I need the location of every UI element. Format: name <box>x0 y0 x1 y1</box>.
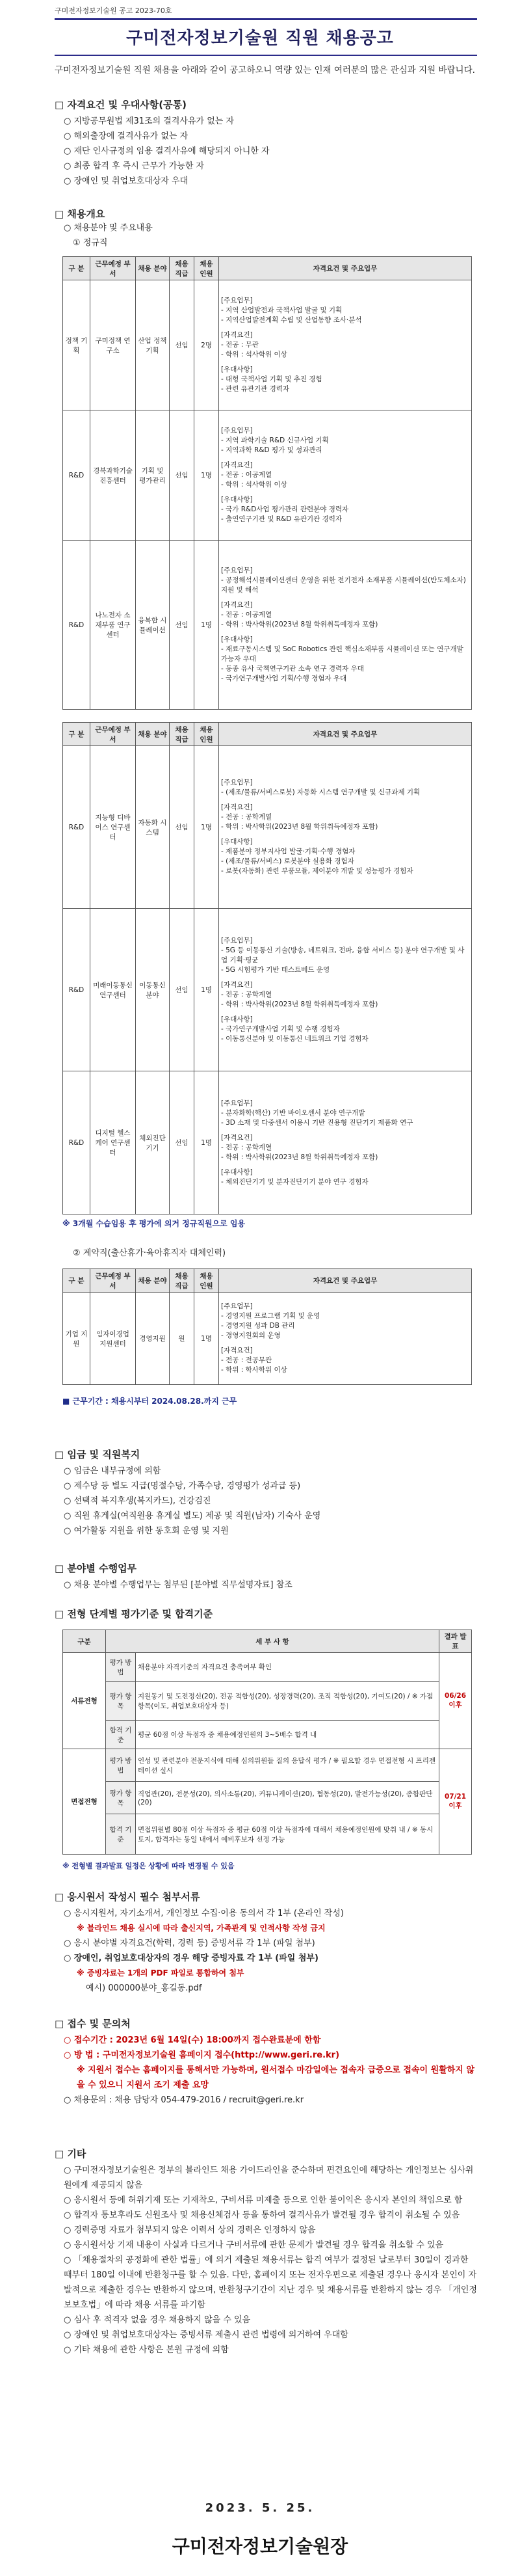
req-line: - (제조/물류/서비스) 로봇분야 실용화 경험자 <box>221 857 354 865</box>
req-line: - 공정해석시뮬레이션센터 운영을 위한 전기전자 소재부품 시뮬레이션(반도체소자) 지원 및 해석 <box>221 576 466 594</box>
cell-requirements <box>219 746 472 909</box>
column-header: 자격요건 및 주요업무 <box>219 257 472 280</box>
column-header: 채용 인원 <box>194 1269 219 1293</box>
cell-field: 체외진단 기기 <box>136 1071 170 1214</box>
table-header-row <box>63 257 472 280</box>
cell-stage: 면접전형 <box>63 1749 106 1855</box>
table-row <box>63 541 472 710</box>
recruit-table-1b <box>62 722 472 1214</box>
evaluation-table <box>62 1630 472 1855</box>
list-item: ○ 여가활동 지원을 위한 동호회 운영 및 지원 <box>64 1526 229 1536</box>
table-label: ② 계약직(출산휴가·육아휴직자 대체인력) <box>73 1248 226 1258</box>
table-row <box>63 1293 472 1385</box>
cell-requirements <box>219 410 472 541</box>
title-rule <box>55 55 477 56</box>
contract-period-note: ■ 근무기간 : 채용시부터 2024.08.28.까지 근무 <box>62 1397 237 1406</box>
req-line: [우대사항] <box>221 366 253 373</box>
cell-value: 면접위원별 80점 이상 득점자 중 평균 60점 이상 득점자에 대해서 채용예정인원에 맞춰 내 / ※ 동시토지, 합격자는 동일 내에서 예비후보자 선정 가능 <box>136 1814 439 1855</box>
list-item: ○ 합격자 통보후라도 신원조사 및 채용신체검사 등을 통하여 결격사유가 발견될 경우 합격이 취소될 수 있음 <box>64 2210 460 2220</box>
req-line: - 로봇(자동화) 관련 부품모듈, 제어분야 개발 및 성능평가 경험자 <box>221 867 413 875</box>
cell-grade: 선임 <box>170 909 194 1071</box>
cell-grade: 선임 <box>170 280 194 410</box>
req-line: [우대사항] <box>221 496 253 503</box>
req-line: - 지역 산업발전과 국책사업 발굴 및 기획 <box>221 306 343 314</box>
column-header: 구 분 <box>63 723 90 746</box>
req-line: - 이동통신분야 및 이동통신 네트워크 기업 경험자 <box>221 1034 369 1043</box>
page-title: 구미전자정보기술원 직원 채용공고 <box>126 29 394 48</box>
list-item: ○ 선택적 복지후생(복지카드), 건강검진 <box>64 1496 211 1506</box>
list-item: ○ 방 법 : 구미전자정보기술원 홈페이지 접수(http://www.geri.re.kr) <box>64 2050 340 2060</box>
cell-dept: 미래이동통신 연구센터 <box>90 909 136 1071</box>
req-line: - 전공 : 이공계열 <box>221 471 272 479</box>
cell-count: 1명 <box>194 909 219 1071</box>
cell-key: 평가 방법 <box>106 1653 136 1682</box>
req-line: [주요업무] <box>221 1302 253 1310</box>
list-item: ○ 장애인, 취업보호대상자의 경우 해당 증빙자료 각 1부 (파일 첨부) <box>64 1953 318 1963</box>
req-line: - 전공 : 공학계열 <box>221 813 272 821</box>
list-item: ※ 블라인드 채용 실시에 따라 출신지역, 가족관계 및 인적사항 작성 금지 <box>77 1924 326 1933</box>
req-line: [우대사항] <box>221 1168 253 1176</box>
cell-grade: 선임 <box>170 410 194 541</box>
column-header: 자격요건 및 주요업무 <box>219 1269 472 1293</box>
list-item: ○ 응시지원서, 자기소개서, 개인정보 수집·이용 동의서 각 1부 (온라인 작성) <box>64 1909 344 1918</box>
cell-group: 기업 지원 <box>63 1293 90 1385</box>
req-line: [주요업무] <box>221 567 253 574</box>
req-line: - (제조/물류/서비스로봇) 자동화 시스템 연구개발 및 신규과제 기획 <box>221 788 421 796</box>
section-title: □ 채용개요 <box>55 208 105 220</box>
list-item: ○ 응시원서 등에 허위기재 또는 기재착오, 구비서류 미제출 등으로 인한 불이익은 응시자 본인의 책임으로 함 <box>64 2195 463 2205</box>
probation-note: ※ 3개월 수습임용 후 평가에 의거 정규직원으로 임용 <box>62 1219 246 1228</box>
req-line: [주요업무] <box>221 427 253 435</box>
list-item: ○ 구미전자정보기술원은 정부의 블라인드 채용 가이드라인을 준수하며 편견요인에 해당하는 개인정보는 심사위원에게 제공되지 않음 <box>64 2166 474 2190</box>
list-item: ○ 해외출장에 결격사유가 없는 자 <box>64 131 188 141</box>
column-header: 구 분 <box>63 257 90 280</box>
req-line: - 5G 등 이동통신 기술(방송, 네트워크, 전파, 융합 서비스 등) 분야 연구개발 및 사업 기획·평균 <box>221 946 465 964</box>
cell-count: 1명 <box>194 410 219 541</box>
list-item: ○ 지방공무원법 제31조의 결격사유가 없는 자 <box>64 116 235 126</box>
cell-group: R&D <box>63 909 90 1071</box>
req-line: [자격요건] <box>221 980 253 989</box>
cell-dept: 지능형 디바이스 연구센터 <box>90 746 136 909</box>
section-title: □ 응시원서 작성시 필수 첨부서류 <box>55 1891 200 1903</box>
req-line: [주요업무] <box>221 779 253 786</box>
column-header: 자격요건 및 주요업무 <box>219 723 472 746</box>
top-rule <box>55 18 477 20</box>
req-line: [자격요건] <box>221 601 253 609</box>
req-line: - 국가연구개발사업 기획 및 수행 경험자 <box>221 1025 340 1033</box>
cell-field: 융복합 시뮬레이션 <box>136 541 170 710</box>
cell-grade: 선임 <box>170 541 194 710</box>
cell-grade: 원 <box>170 1293 194 1385</box>
list-item: ○ 직원 휴게실(여직원용 휴게실 별도) 제공 및 직원(남자) 기숙사 운영 <box>64 1511 321 1521</box>
cell-group: R&D <box>63 410 90 541</box>
list-item: ○ 최종 합격 후 즉시 근무가 가능한 자 <box>64 161 205 171</box>
req-line: - 출연연구기관 및 R&D 유관기관 경력자 <box>221 515 343 523</box>
cell-group: R&D <box>63 746 90 909</box>
req-line: - 지역산업발전계획 수립 및 산업동향 조사·분석 <box>221 316 362 324</box>
list-item: ○ 「채용절차의 공정화에 관한 법률」에 의거 제출된 채용서류는 합격 여부가 결정된 날로부터 30일이 경과한 때부터 180일 이내에 반환청구를 할 수 있음. 다만, 홈페이지 또는 전자우편으로 제출된 경우나 응시자 본인이 자발적으로 제출한 경우는 반환하지 않으며, 반환청구기간이 지난 경우 및 채용서류를 반환하지 않는 경우 「개인정보보호법」에 따라 채용 서류를 파기함 <box>64 2255 477 2310</box>
list-item: ○ 경력증명 자료가 첨부되지 않은 이력서 상의 경력은 인정하지 않음 <box>64 2225 316 2235</box>
table-header-row <box>63 723 472 746</box>
table-row <box>63 410 472 541</box>
cell-count: 1명 <box>194 1293 219 1385</box>
column-header: 구분 <box>63 1630 106 1653</box>
column-header: 채용 분야 <box>136 1269 170 1293</box>
cell-count: 1명 <box>194 541 219 710</box>
cell-group: 정책 기획 <box>63 280 90 410</box>
req-line: - 학위 : 석사학위 이상 <box>221 481 287 489</box>
req-line: - 경영지원 성과 DB 관리 <box>221 1322 295 1330</box>
section-title-evaluation: □ 전형 단계별 평가기준 및 합격기준 <box>55 1608 213 1620</box>
req-line: - 국가연구개발사업 기획/수행 경험자 우대 <box>221 675 347 682</box>
section-overview <box>55 207 477 250</box>
column-header: 채용 직급 <box>170 257 194 280</box>
req-line: - 3D 소재 및 다중센서 이용시 기반 진용형 진단기기 제품화 연구 <box>221 1118 413 1127</box>
section-welfare <box>55 1447 477 1538</box>
req-line: [자격요건] <box>221 461 253 469</box>
cell-group: R&D <box>63 541 90 710</box>
req-line: [우대사항] <box>221 1015 253 1023</box>
list-item: ○ 제수당 등 별도 지급(명절수당, 가족수당, 경영평가 성과급 등) <box>64 1481 301 1491</box>
column-header: 근무예정 부서 <box>90 257 136 280</box>
table-row <box>63 280 472 410</box>
column-header: 구 분 <box>63 1269 90 1293</box>
req-line: - 지역과학 R&D 평가 및 성과관리 <box>221 446 322 454</box>
cell-field: 산업 정책 기획 <box>136 280 170 410</box>
req-line: - 학위 : 박사학위(2023년 8월 학위취득예정자 포함) <box>221 621 378 628</box>
recruit-table-1a <box>62 256 472 710</box>
cell-value: 평균 60점 이상 득점자 중 채용예정인원의 3~5배수 합격 내 <box>136 1721 439 1749</box>
column-header: 채용 인원 <box>194 723 219 746</box>
req-line: - 전공 : 공학계열 <box>221 990 272 999</box>
cell-requirements <box>219 1293 472 1385</box>
cell-value: 채용분야 자격기준의 자격요건 충족여부 확인 <box>136 1653 439 1682</box>
table-row <box>63 909 472 1071</box>
req-line: - 학위 : 석사학위 이상 <box>221 351 287 358</box>
req-line: - 국가 R&D사업 평가관리 관련분야 경력자 <box>221 505 349 513</box>
column-header: 채용 분야 <box>136 257 170 280</box>
req-line: - 동종 유사 국책연구기관 소속 연구 경력자 우대 <box>221 665 364 673</box>
req-line: [자격요건] <box>221 331 253 339</box>
cell-stage: 서류전형 <box>63 1653 106 1749</box>
list-item: ※ 지원서 접수는 홈페이지를 통해서만 가능하며, 원서접수 마감일에는 접속자 급증으로 접속이 원활하지 않을 수 있으니 지원서 조기 제출 요망 <box>77 2065 474 2090</box>
list-item: ○ 채용 분야별 수행업무는 첨부된 [분야별 직무설명자료] 참조 <box>64 1580 292 1590</box>
cell-grade: 선임 <box>170 1071 194 1214</box>
section-title: □ 자격요건 및 우대사항(공통) <box>55 99 187 111</box>
req-line: - 전공 : 이공계열 <box>221 611 272 619</box>
req-line: - 지역 과학기술 R&D 신규사업 기획 <box>221 436 329 444</box>
table-row <box>63 1814 472 1855</box>
table-row <box>63 1721 472 1749</box>
cell-key: 합격 기준 <box>106 1721 136 1749</box>
section-title: □ 접수 및 문의처 <box>55 2018 131 2030</box>
req-line: - 학위 : 박사학위(2023년 8월 학위취득예정자 포함) <box>221 1000 378 1008</box>
cell-result: 06/26 이후 <box>439 1653 472 1749</box>
cell-count: 1명 <box>194 746 219 909</box>
section-contact <box>55 2017 477 2108</box>
list-item: ○ 접수기간 : 2023년 6월 14일(수) 18:00까지 접수완료분에 한함 <box>64 2035 321 2045</box>
req-line: - 재료구동시스템 및 SoC Robotics 관련 핵심소재부품 시뮬레이션 또는 연구개발 가능자 우대 <box>221 645 463 663</box>
table-header-row <box>63 1269 472 1293</box>
column-header: 근무예정 부서 <box>90 723 136 746</box>
req-line: - 관련 유관기관 경력자 <box>221 385 290 393</box>
column-header: 채용 직급 <box>170 1269 194 1293</box>
req-line: - 제품분야 정부지사업 발굴·기획·수행 경험자 <box>221 848 356 855</box>
list-item: ○ 임금은 내부규정에 의함 <box>64 1466 161 1476</box>
cell-count: 1명 <box>194 1071 219 1214</box>
list-item: ○ 채용문의 : 채용 담당자 054-479-2016 / recruit@geri.re.kr <box>64 2095 304 2105</box>
section-title: □ 임금 및 직원복지 <box>55 1449 140 1460</box>
announcement-date: 2023. 5. 25. <box>205 2501 315 2515</box>
list-item: ○ 응시원서상 기재 내용이 사실과 다르거나 구비서류에 관한 문제가 발견될 경우 합격을 취소할 수 있음 <box>64 2240 444 2250</box>
list-item: ○ 장애인 및 취업보호대상자 우대 <box>64 176 188 186</box>
req-line: - 경영지원 프로그램 기획 및 운영 <box>221 1312 320 1320</box>
cell-key: 합격 기준 <box>106 1814 136 1855</box>
table-row <box>63 746 472 909</box>
table-header-row <box>63 1630 472 1653</box>
cell-key: 평가 방법 <box>106 1749 136 1782</box>
cell-key: 평가 항목 <box>106 1782 136 1814</box>
cell-field: 이동통신 분야 <box>136 909 170 1071</box>
column-header: 결과 발표 <box>439 1630 472 1653</box>
cell-dept: 임자이경업 지원센터 <box>90 1293 136 1385</box>
cell-field: 자동화 시스템 <box>136 746 170 909</box>
req-line: [우대사항] <box>221 838 253 846</box>
cell-requirements <box>219 1071 472 1214</box>
req-line: - 대형 국책사업 기획 및 추진 경험 <box>221 375 322 383</box>
table-row <box>63 1782 472 1814</box>
table-label: ① 정규직 <box>73 238 108 248</box>
recruit-table-2 <box>62 1268 472 1385</box>
req-line: [주요업무] <box>221 936 253 945</box>
column-header: 채용 분야 <box>136 723 170 746</box>
section-etc <box>55 2147 477 2357</box>
table-row <box>63 1749 472 1782</box>
req-line: - 분자화학(핵산) 기반 바이오센서 분야 연구개발 <box>221 1108 365 1117</box>
cell-field: 경영지원 <box>136 1293 170 1385</box>
cell-field: 기획 및 평가관리 <box>136 410 170 541</box>
cell-requirements <box>219 541 472 710</box>
req-line: [자격요건] <box>221 1133 253 1142</box>
req-line: - 전공 : 무관 <box>221 341 259 349</box>
list-item: ○ 장애인 및 취업보호대상자는 증빙서류 제출시 관련 법령에 의거하여 우대함 <box>64 2330 348 2340</box>
list-item: ※ 증빙자료는 1개의 PDF 파일로 통합하여 첨부 <box>77 1968 244 1978</box>
cell-group: R&D <box>63 1071 90 1214</box>
sub-title: ○ 채용분야 및 주요내용 <box>64 223 153 233</box>
section-title: □ 분야별 수행업무 <box>55 1563 137 1574</box>
req-line: - 학위 : 박사학위(2023년 8월 학위취득예정자 포함) <box>221 823 378 831</box>
req-line: [주요업무] <box>221 1099 253 1107</box>
req-line: [주요업무] <box>221 297 253 304</box>
req-line: - 전공 : 공학계열 <box>221 1143 272 1151</box>
table-row <box>63 1653 472 1682</box>
list-item: ○ 심사 후 적격자 없을 경우 채용하지 않을 수 있음 <box>64 2315 251 2325</box>
cell-requirements <box>219 280 472 410</box>
list-item: ○ 응시 분야별 자격요건(학력, 경력 등) 증빙서류 각 1부 (파일 첨부) <box>64 1939 315 1948</box>
cell-dept: 디지털 헬스케어 연구센터 <box>90 1071 136 1214</box>
cell-requirements <box>219 909 472 1071</box>
evaluation-note: ※ 전형별 결과발표 일정은 상황에 따라 변경될 수 있음 <box>62 1862 235 1870</box>
table-row <box>63 1682 472 1721</box>
section-documents <box>55 1890 477 1996</box>
list-item: 예시) 000000분야_홍길동.pdf <box>86 1983 202 1993</box>
cell-dept: 구미정책 연구소 <box>90 280 136 410</box>
column-header: 채용 인원 <box>194 257 219 280</box>
cell-result: 07/21 이후 <box>439 1749 472 1855</box>
cell-dept: 경북과학기술 진흥센터 <box>90 410 136 541</box>
column-header: 세 부 사 항 <box>106 1630 439 1653</box>
column-header: 채용 직급 <box>170 723 194 746</box>
notice-number: 구미전자정보기술원 공고 2023-70호 <box>55 7 172 15</box>
cell-value: 지원동기 및 도전정신(20), 전공 적합성(20), 성장경력(20), 조직 적합성(20), 기여도(20) / ※ 가점항목(이도, 취업보호대상자 등) <box>136 1682 439 1721</box>
section-duties <box>55 1561 477 1592</box>
list-item: ○ 기타 채용에 관한 사항은 본원 규정에 의함 <box>64 2345 229 2355</box>
cell-dept: 나노전자 소재부품 연구센터 <box>90 541 136 710</box>
req-line: [자격요건] <box>221 803 253 811</box>
req-line: - 전공 : 전공무관 <box>221 1356 272 1364</box>
section-qualifications <box>55 98 477 189</box>
req-line: - 학위 : 박사학위(2023년 8월 학위취득예정자 포함) <box>221 1153 378 1161</box>
issuer-name: 구미전자정보기술원장 <box>172 2536 348 2557</box>
cell-grade: 선임 <box>170 746 194 909</box>
cell-value: 직업관(20), 전문성(20), 의사소통(20), 커뮤니케이션(20), 협동성(20), 발전가능성(20), 종합판단(20) <box>136 1782 439 1814</box>
column-header: 근무예정 부서 <box>90 1269 136 1293</box>
section-title: □ 기타 <box>55 2148 86 2160</box>
cell-value: 인성 및 관련분야 전문지식에 대해 심의위원들 질의 응답식 평가 / ※ 필요할 경우 면접전형 시 프리젠테이션 실시 <box>136 1749 439 1782</box>
req-line: [우대사항] <box>221 636 253 643</box>
req-line: - 경영지원회의 운영 <box>221 1332 281 1339</box>
cell-count: 2명 <box>194 280 219 410</box>
req-line: [자격요건] <box>221 1347 253 1354</box>
table-row <box>63 1071 472 1214</box>
req-line: - 체외진단기기 및 분자진단기기 분야 연구 경험자 <box>221 1177 369 1186</box>
req-line: - 학위 : 학사학위 이상 <box>221 1366 287 1374</box>
intro-text: 구미전자정보기술원 직원 채용을 아래와 같이 공고하오니 역량 있는 인재 여러분의 많은 관심과 지원 바랍니다. <box>55 65 475 75</box>
cell-key: 평가 항목 <box>106 1682 136 1721</box>
req-line: - 5G 시험평가 기반 테스트베드 운영 <box>221 965 330 974</box>
list-item: ○ 재단 인사규정의 임용 결격사유에 해당되지 아니한 자 <box>64 146 270 156</box>
